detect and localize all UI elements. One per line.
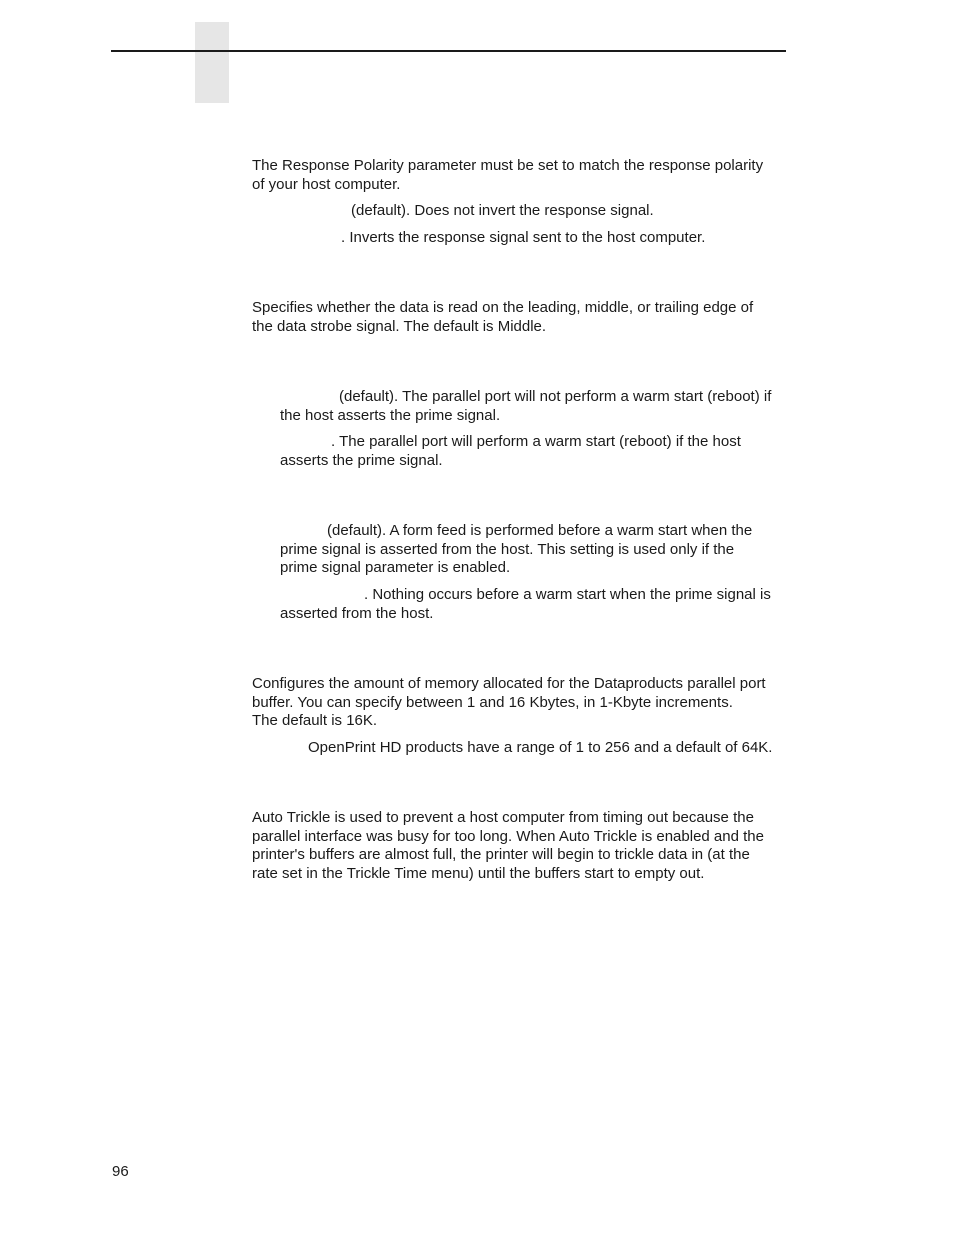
text-line: asserted from the host. [280,604,434,622]
text-line: buffer. You can specify between 1 and 16 Kbytes, in 1-Kbyte increments. [252,693,733,711]
response-polarity-option-1: (default). Does not invert the response signal. [351,202,654,219]
page-number: 96 [112,1163,129,1180]
text-line: parallel interface was busy for too long. When Auto Trickle is enabled and the [252,827,764,845]
text-line: (default). A form feed is performed before a warm start when the [327,522,753,539]
text-line: asserts the prime signal. [280,451,443,469]
prime-signal-option-1 [280,388,771,425]
chapter-tab-marker [195,22,229,103]
form-feed-option-2 [280,586,771,623]
text-line: prime signal is asserted from the host. This setting is used only if the [280,540,735,558]
text-line: the host asserts the prime signal. [280,406,501,424]
text-line: The Response Polarity parameter must be set to match the response polarity [252,157,764,174]
prime-signal-option-2 [280,433,741,470]
text-line: Specifies whether the data is read on the leading, middle, or trailing edge of [252,299,754,316]
response-polarity-option-2: . Inverts the response signal sent to the host computer. [341,229,706,246]
data-strobe-description [252,299,753,336]
form-feed-option-1 [280,522,752,578]
text-line: The default is 16K. [252,712,378,729]
buffer-size-description [252,675,766,731]
text-line: Auto Trickle is used to prevent a host computer from timing out because the [252,809,754,826]
text-line: . Nothing occurs before a warm start when the prime signal is [364,586,771,603]
text-line: of your host computer. [252,175,401,193]
text-line: rate set in the Trickle Time menu) until the buffers start to empty out. [252,864,705,882]
text-line: the data strobe signal. The default is Middle. [252,317,547,335]
auto-trickle-description [252,809,764,883]
text-line: (default). The parallel port will not perform a warm start (reboot) if [339,388,772,405]
buffer-size-note: OpenPrint HD products have a range of 1 to 256 and a default of 64K. [308,739,773,756]
text-line: Configures the amount of memory allocated for the Dataproducts parallel port [252,675,766,692]
text-line: . The parallel port will perform a warm start (reboot) if the host [331,433,741,450]
header-rule [111,50,786,52]
text-line: prime signal parameter is enabled. [280,559,511,576]
response-polarity-intro [252,157,763,194]
text-line: printer's buffers are almost full, the printer will begin to trickle data in (at the [252,846,750,863]
